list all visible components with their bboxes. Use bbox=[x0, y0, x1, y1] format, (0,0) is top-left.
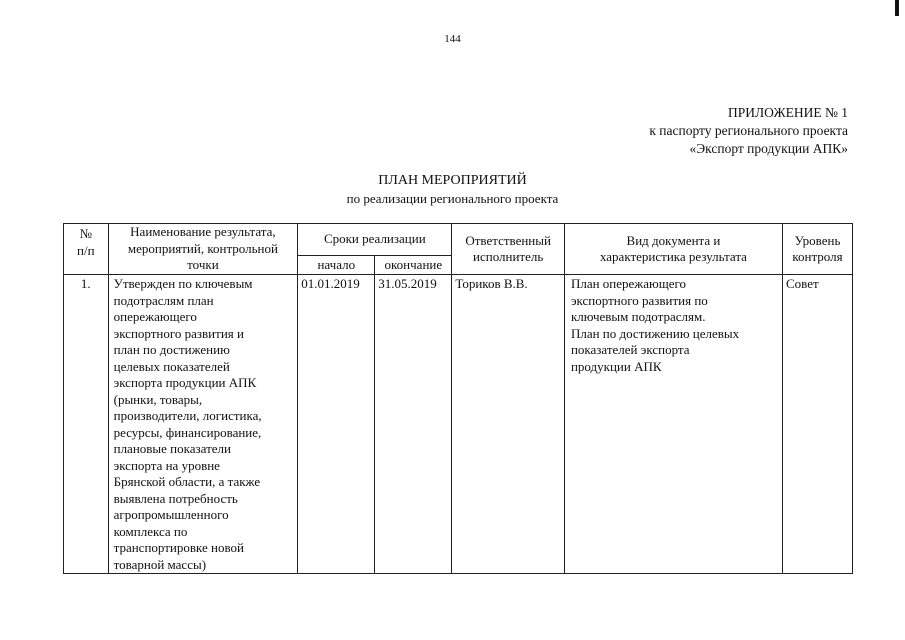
header-num bbox=[64, 224, 109, 275]
row-doc-line: План по достижению целевых bbox=[570, 325, 740, 341]
row-start-date: 01.01.2019 bbox=[298, 275, 375, 574]
page-number: 144 bbox=[444, 33, 461, 45]
row-name-line: подотраслям план bbox=[113, 292, 214, 308]
row-name-line: экспорта продукции АПК bbox=[113, 375, 257, 390]
table-body bbox=[64, 275, 853, 574]
row-name bbox=[108, 275, 298, 574]
row-name-line: производители, логистика, bbox=[113, 408, 262, 423]
header-level-line2: контроля bbox=[792, 249, 843, 264]
header-end: окончание bbox=[375, 256, 452, 275]
header-level bbox=[782, 224, 852, 275]
row-doc bbox=[564, 275, 782, 574]
appendix-ref: к паспорту регионального проекта bbox=[649, 123, 848, 138]
row-name-line: опережающего bbox=[113, 309, 197, 324]
header-name-line2: мероприятий, контрольной bbox=[127, 240, 278, 256]
header-num-line2: п/п bbox=[77, 242, 95, 258]
header-name-line1: Наименование результата, bbox=[130, 224, 276, 240]
row-num: 1. bbox=[64, 275, 109, 574]
plan-table bbox=[63, 223, 853, 574]
row-name-line: ресурсы, финансирование, bbox=[113, 424, 262, 440]
header-doc bbox=[564, 224, 782, 275]
row-executor: Ториков В.В. bbox=[452, 275, 565, 574]
table-header bbox=[64, 224, 853, 275]
row-doc-line: продукции АПК bbox=[570, 358, 662, 374]
row-name-line: комплекса по bbox=[113, 523, 188, 539]
header-executor bbox=[452, 224, 565, 275]
header-level-line1: Уровень bbox=[794, 232, 841, 248]
plan-subtitle: по реализации регионального проекта bbox=[346, 191, 559, 206]
row-name-line: товарной массы) bbox=[113, 556, 207, 572]
row-level: Совет bbox=[782, 275, 852, 574]
row-doc-line: экспортного развития по bbox=[570, 292, 708, 308]
row-name-line: (рынки, товары, bbox=[113, 391, 203, 407]
appendix-title: ПРИЛОЖЕНИЕ № 1 bbox=[727, 105, 848, 120]
row-name-line: Утвержден по ключевым bbox=[113, 276, 253, 291]
row-end-date: 31.05.2019 bbox=[375, 275, 452, 574]
plan-title: ПЛАН МЕРОПРИЯТИЙ bbox=[378, 173, 527, 188]
row-name-line: экспорта на уровне bbox=[113, 457, 220, 473]
table-row bbox=[64, 275, 853, 574]
header-terms: Сроки реализации bbox=[298, 224, 452, 256]
header-name bbox=[108, 224, 298, 275]
header-name-line3: точки bbox=[187, 257, 219, 273]
appendix-block bbox=[649, 104, 848, 158]
row-name-line: целевых показателей bbox=[113, 358, 230, 374]
edge-mark bbox=[895, 0, 899, 16]
row-name-line: агропромышленного bbox=[113, 507, 229, 522]
row-name-line: экспортного развития и bbox=[113, 325, 244, 341]
header-doc-line2: характеристика результата bbox=[599, 249, 747, 264]
header-executor-line1: Ответственный bbox=[465, 232, 551, 248]
row-doc-line: План опережающего bbox=[570, 276, 687, 291]
row-doc-line: ключевым подотраслям. bbox=[570, 309, 706, 324]
row-name-line: Брянской области, а также bbox=[113, 474, 261, 489]
row-doc-line: показателей экспорта bbox=[570, 342, 690, 357]
row-name-line: плановые показатели bbox=[113, 441, 231, 456]
appendix-project: «Экспорт продукции АПК» bbox=[689, 141, 848, 156]
row-name-line: план по достижению bbox=[113, 342, 230, 357]
row-name-line: транспортировке новой bbox=[113, 540, 244, 555]
row-name-line: выявлена потребность bbox=[113, 490, 238, 506]
header-executor-line2: исполнитель bbox=[473, 249, 544, 264]
header-start: начало bbox=[298, 256, 375, 275]
header-num-line1: № bbox=[79, 226, 92, 241]
header-doc-line1: Вид документа и bbox=[626, 232, 721, 248]
